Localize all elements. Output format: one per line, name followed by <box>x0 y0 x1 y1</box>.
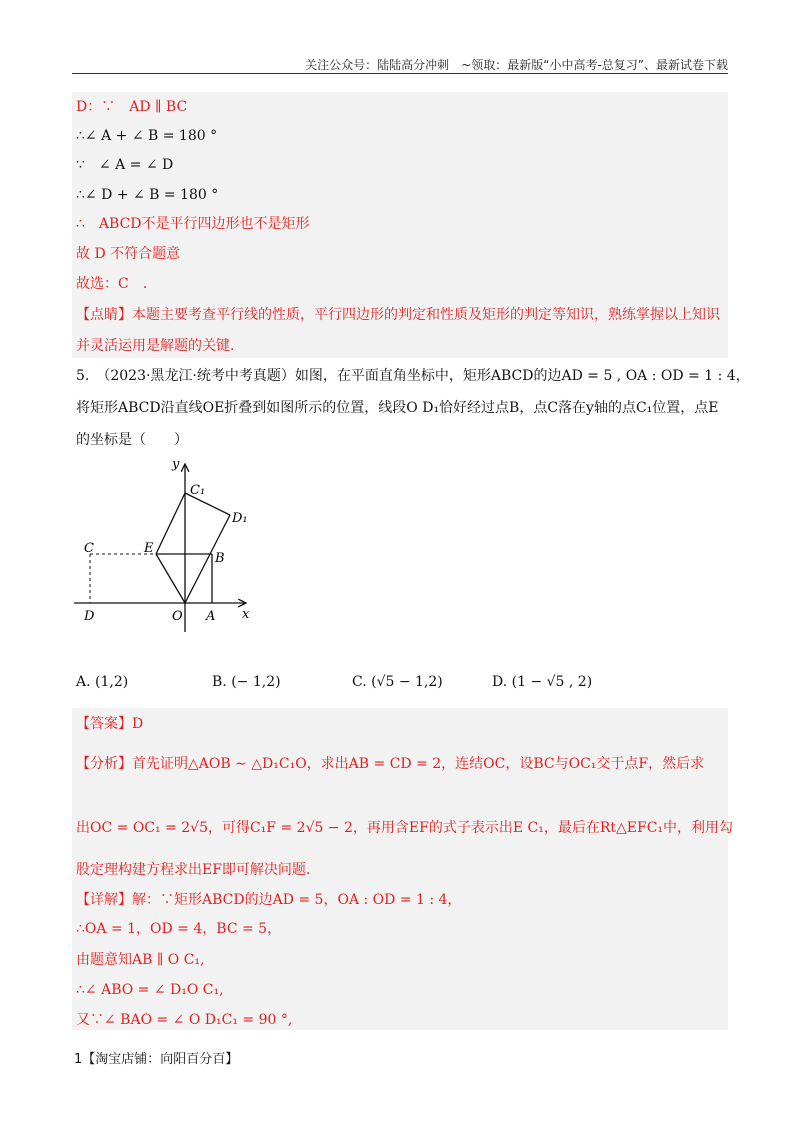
solution-line: ∴∠ D + ∠ B = 180 ° <box>76 187 219 203</box>
option-c: C. (√5 − 1,2) <box>352 674 443 690</box>
analysis-line: 【分析】首先证明△AOB ∼ △D₁C₁O，求出AB = CD = 2，连结OC，设BC与OC₁交于点F，然后求 <box>76 756 705 772</box>
option-a: A. (1,2) <box>76 674 129 690</box>
analysis-line: 出OC = OC₁ = 2√5，可得C₁F = 2√5 − 2，再用含EF的式子表示出E C₁，最后在Rt△EFC₁中，利用勾 <box>76 820 734 836</box>
label-c1: C₁ <box>190 483 206 498</box>
page-footer: 1【淘宝店铺：向阳百分百】 <box>74 1052 239 1067</box>
label-b: B <box>215 551 225 566</box>
label-o: O <box>172 609 183 624</box>
header-rule <box>72 73 728 74</box>
question-text: 的坐标是（ ） <box>76 432 188 448</box>
detail-line: 由题意知AB ∥ O C₁, <box>76 952 205 968</box>
detail-line: ∴∠ ABO = ∠ D₁O C₁, <box>76 982 224 998</box>
solution-line: ∵ ∠ A = ∠ D <box>76 157 174 173</box>
analysis-line: 股定理构建方程求出EF即可解决问题. <box>76 862 311 878</box>
page-header: 关注公众号：陆陆高分冲刺 ~领取：最新版“小中高考-总复习”、最新试卷下载 <box>305 58 728 72</box>
label-x: x <box>242 607 250 622</box>
question-text: 将矩形ABCD沿直线OE折叠到如图所示的位置，线段O D₁恰好经过点B，点C落在y轴的点C₁位置，点E <box>76 400 719 416</box>
label-y: y <box>172 457 180 472</box>
key-point-line: 【点睛】本题主要考查平行线的性质，平行四边形的判定和性质及矩形的判定等知识，熟练掌握以上知识 <box>76 307 720 323</box>
solution-line: 故 D 不符合题意 <box>76 246 181 262</box>
key-point-line: 并灵活运用是解题的关键. <box>76 338 235 354</box>
geometry-figure <box>70 450 270 635</box>
label-d1: D₁ <box>232 511 248 526</box>
detail-line: ∴OA = 1，OD = 4，BC = 5， <box>76 921 282 937</box>
label-e: E <box>144 541 154 556</box>
detail-line: 【详解】解：∵矩形ABCD的边AD = 5，OA : OD = 1 : 4， <box>76 892 462 908</box>
solution-line: ∴ ABCD不是平行四边形也不是矩形 <box>76 216 310 232</box>
option-b: B. (− 1,2) <box>212 674 281 690</box>
label-a: A <box>206 609 216 624</box>
option-d: D. (1 − √5 , 2) <box>492 674 593 690</box>
label-c: C <box>84 541 94 556</box>
label-d: D <box>84 609 95 624</box>
detail-line: 又∵∠ BAO = ∠ O D₁C₁ = 90 °, <box>76 1012 293 1028</box>
solution-line: 故选：C . <box>76 276 148 292</box>
answer-line: 【答案】D <box>76 716 144 732</box>
question-text: 5. （2023·黑龙江·统考中考真题）如图，在平面直角坐标中，矩形ABCD的边AD = 5 , OA : OD = 1 : 4， <box>76 368 750 384</box>
solution-line: D：∵ AD ∥ BC <box>76 99 188 115</box>
solution-line: ∴∠ A + ∠ B = 180 ° <box>76 128 218 144</box>
